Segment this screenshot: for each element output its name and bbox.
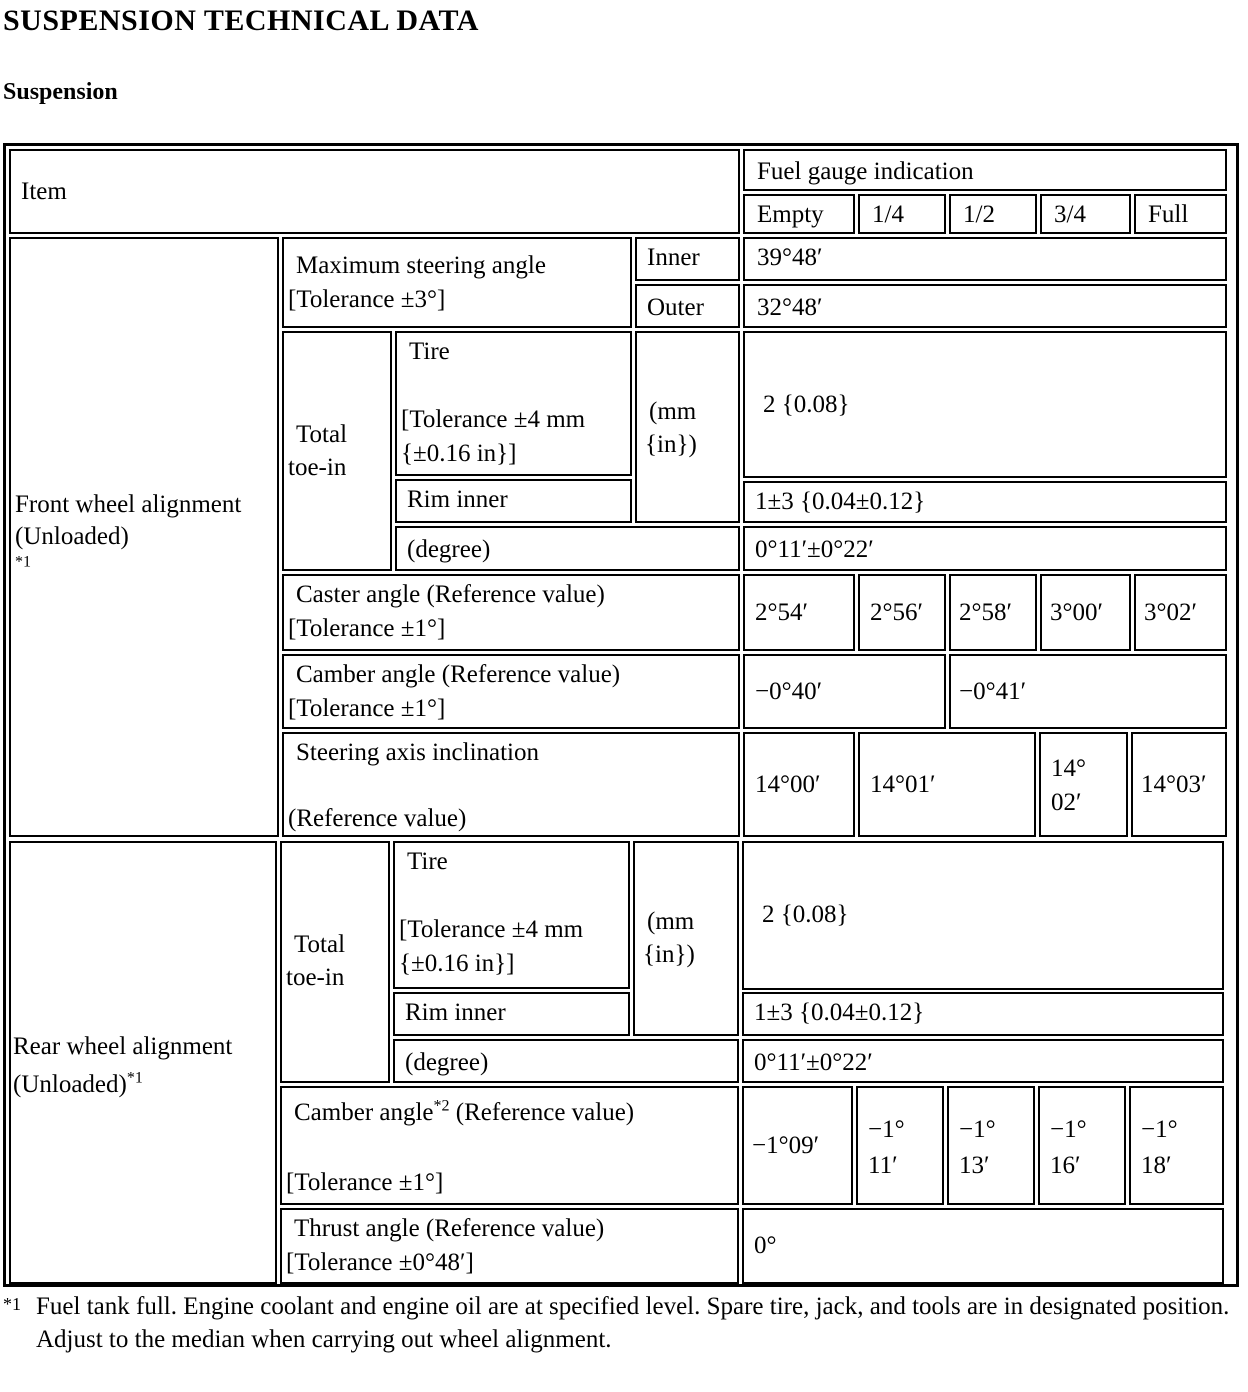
front-tire-toe-value: 2 {0.08} (743, 331, 1227, 478)
rear-rim-inner-value: 1±3 {0.04±0.12} (742, 992, 1224, 1036)
front-toe-unit-label: (mm {in}) (635, 331, 740, 523)
page-title: SUSPENSION TECHNICAL DATA (3, 4, 479, 37)
caster-value-half: 2°58′ (949, 574, 1037, 651)
front-degree-value: 0°11′±0°22′ (743, 526, 1227, 571)
front-camber-angle-label: Camber angle (Reference value) [Tolerance ±1°] (282, 654, 740, 729)
header-item: Item (9, 149, 740, 234)
sai-value-quarter-half: 14°01′ (858, 732, 1036, 837)
sai-value-full: 14°03′ (1131, 732, 1227, 837)
front-camber-value-empty-quarter: −0°40′ (743, 654, 946, 729)
footnote (3, 1290, 1239, 1356)
caster-value-empty: 2°54′ (743, 574, 855, 651)
front-tire-tolerance-label: Tire [Tolerance ±4 mm {±0.16 in}] (395, 331, 632, 476)
sai-value-empty: 14°00′ (743, 732, 855, 837)
rear-tire-tolerance-label: Tire [Tolerance ±4 mm {±0.16 in}] (393, 841, 630, 989)
caster-angle-label: Caster angle (Reference value) [Tolerance ±1°] (282, 574, 740, 651)
header-level-quarter: 1/4 (858, 194, 946, 234)
rear-degree-label: (degree) (393, 1039, 739, 1083)
header-fuel-gauge: Fuel gauge indication (743, 149, 1227, 191)
header-level-half: 1/2 (949, 194, 1037, 234)
thrust-angle-value: 0° (742, 1208, 1224, 1284)
footnote-mark: *1 (3, 1294, 21, 1314)
rear-camber-angle-label: Camber angle$^{*2}$ (Reference value) [Tolerance ±1°] (280, 1086, 739, 1205)
rear-camber-value-half: −1° 13′ (947, 1086, 1035, 1205)
rear-camber-value-full: −1° 18′ (1129, 1086, 1224, 1205)
sai-value-three-quarter: 14° 02′ (1039, 732, 1128, 837)
rear-wheel-alignment-label: Rear wheel alignment (Unloaded)$^{*1}$ (9, 841, 277, 1284)
max-steering-inner-label: Inner (635, 237, 740, 281)
caster-value-three-quarter: 3°00′ (1040, 574, 1131, 651)
caster-value-full: 3°02′ (1134, 574, 1227, 651)
caster-value-quarter: 2°56′ (858, 574, 946, 651)
max-steering-outer-value: 32°48′ (743, 284, 1227, 328)
max-steering-outer-label: Outer (635, 284, 740, 328)
thrust-angle-label: Thrust angle (Reference value) [Tolerance ±0°48′] (280, 1208, 739, 1284)
rear-camber-value-quarter: −1° 11′ (856, 1086, 944, 1205)
rear-camber-value-empty: −1°09′ (742, 1086, 853, 1205)
max-steering-inner-value: 39°48′ (743, 237, 1227, 281)
header-level-full: Full (1134, 194, 1227, 234)
header-level-empty: Empty (743, 194, 855, 234)
rear-degree-value: 0°11′±0°22′ (742, 1039, 1224, 1083)
front-total-toe-in-label: Total toe-in (282, 331, 392, 571)
front-rim-inner-value: 1±3 {0.04±0.12} (743, 481, 1227, 523)
footnote-text: Fuel tank full. Engine coolant and engine oil are at specified level. Spare tire, jack, and tools are in designated position. Adjust to the median when carrying out wheel alignment. (36, 1293, 1230, 1353)
max-steering-angle-label: Maximum steering angle [Tolerance ±3°] (282, 237, 632, 328)
front-camber-value-half-full: −0°41′ (949, 654, 1227, 729)
rear-toe-unit-label: (mm {in}) (633, 841, 739, 1036)
steering-axis-inclination-label: Steering axis inclination (Reference value) (282, 732, 740, 837)
front-rim-inner-label: Rim inner (395, 479, 632, 523)
header-level-three-quarter: 3/4 (1040, 194, 1131, 234)
front-wheel-alignment-label: Front wheel alignment (Unloaded) $^{*1}$ (9, 237, 279, 837)
rear-camber-value-three-quarter: −1° 16′ (1038, 1086, 1126, 1205)
rear-total-toe-in-label: Total toe-in (280, 841, 390, 1083)
rear-tire-toe-value: 2 {0.08} (742, 841, 1224, 990)
rear-rim-inner-label: Rim inner (393, 992, 630, 1036)
section-title: Suspension (3, 79, 118, 105)
front-degree-label: (degree) (395, 526, 740, 571)
